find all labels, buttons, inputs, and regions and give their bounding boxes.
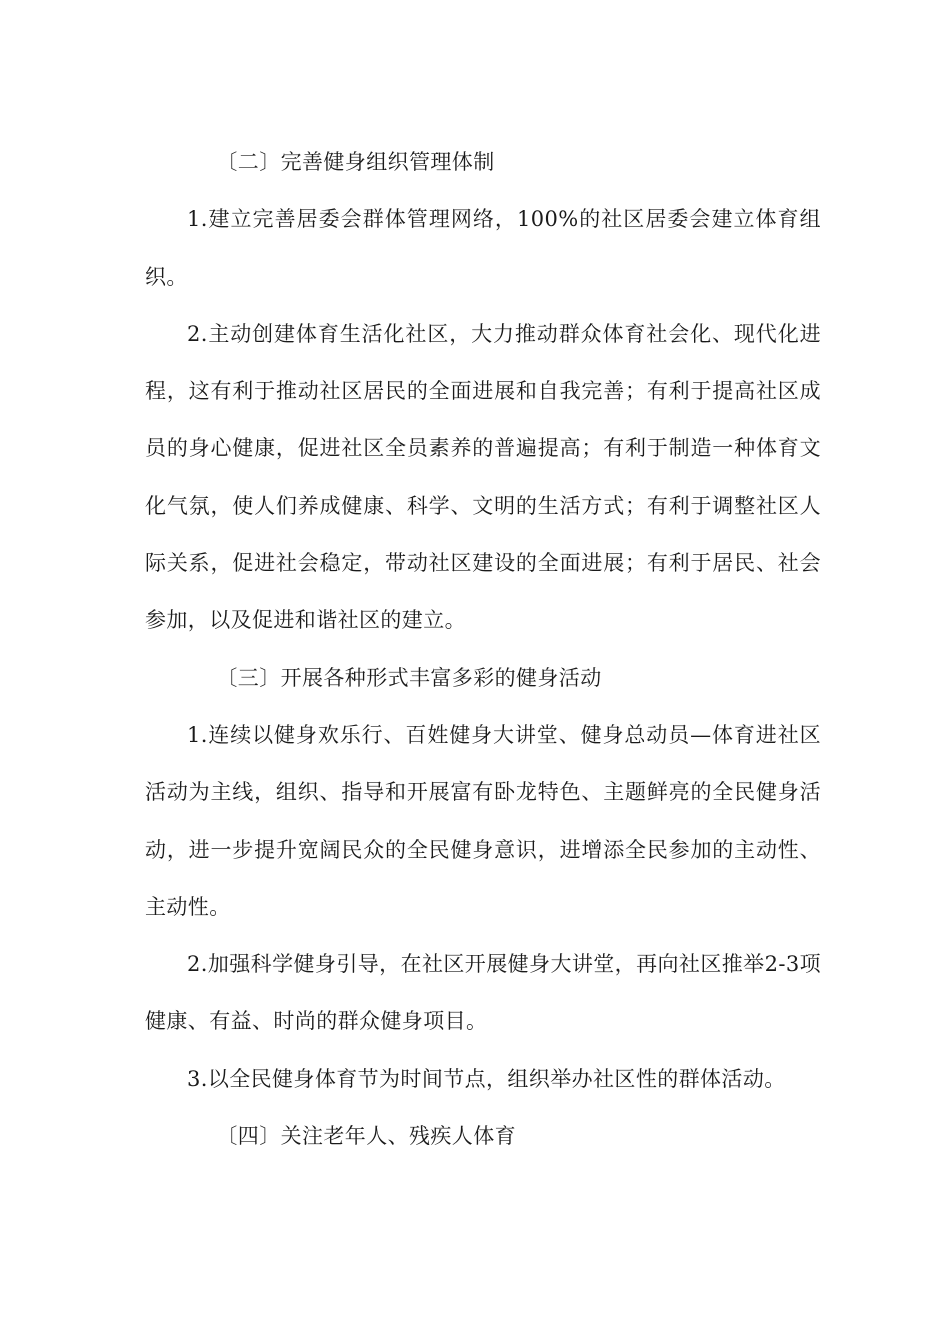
section-heading-4: 〔四〕关注老年人、残疾人体育	[216, 1124, 516, 1149]
paragraph-3-1: 1.连续以健身欢乐行、百姓健身大讲堂、健身总动员—体育进社区活动为主线，组织、指导和开展富有卧龙特色、主题鲜亮的全民健身活动，进一步提升宽阔民众的全民健身意识，进增添全民参加的主动性、主动性。	[145, 722, 821, 919]
paragraph-3-2: 2.加强科学健身引导，在社区开展健身大讲堂，再向社区推举2-3项健康、有益、时尚的群众健身项目。	[145, 952, 821, 1034]
section-heading-3: 〔三〕开展各种形式丰富多彩的健身活动	[216, 665, 602, 690]
paragraph-2-1: 1.建立完善居委会群体管理网络，100%的社区居委会建立体育组织。	[145, 207, 821, 289]
section-heading-2: 〔二〕完善健身组织管理体制	[216, 150, 495, 174]
paragraph-2-2: 2.主动创建体育生活化社区，大力推动群众体育社会化、现代化进程，这有利于推动社区居民的全面进展和自我完善；有利于提高社区成员的身心健康，促进社区全员素养的普遍提高；有利于制造一种体育文化气氛，使人们养成健康、科学、文明的生活方式；有利于调整社区人际关系，促进社会稳定，带动社区建设的全面进展；有利于居民、社会参加，以及促进和谐社区的建立。	[145, 321, 821, 633]
document-body	[145, 134, 821, 1165]
paragraph-3-3: 3.以全民健身体育节为时间节点，组织举办社区性的群体活动。	[187, 1066, 786, 1091]
